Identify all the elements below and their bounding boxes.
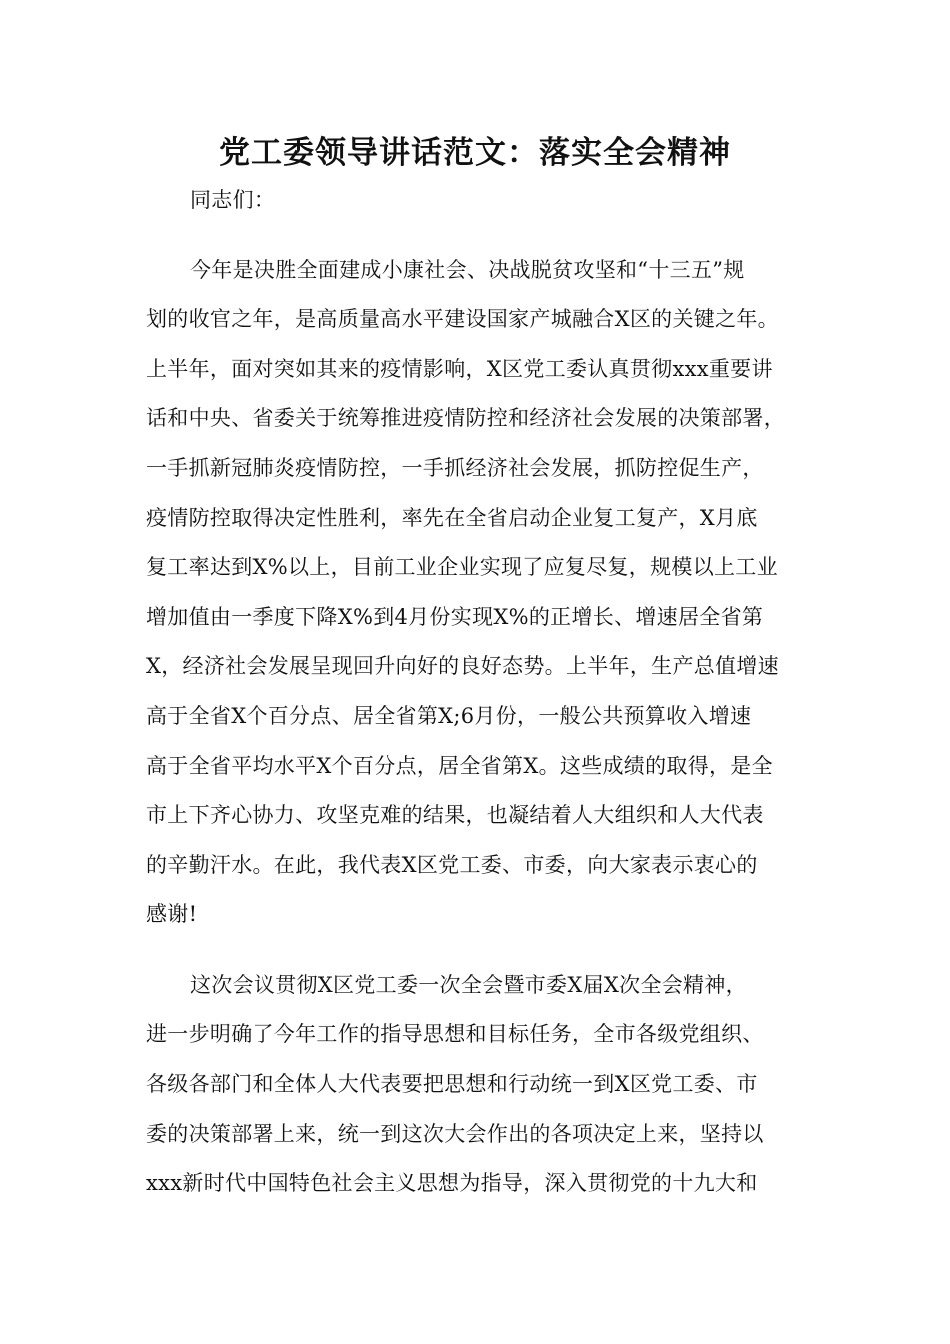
paragraph1-line-3: 上半年，面对突如其来的疫情影响，X区党工委认真贯彻xxx重要讲 <box>146 357 773 381</box>
paragraph1-line-10: 高于全省X个百分点、居全省第X;6月份，一般公共预算收入增速 <box>146 704 752 728</box>
paragraph1-line-9: X，经济社会发展呈现回升向好的良好态势。上半年，生产总值增速 <box>146 654 779 678</box>
paragraph1-line-14: 感谢! <box>146 902 198 926</box>
document-title: 党工委领导讲话范文：落实全会精神 <box>219 135 731 171</box>
paragraph1-line-2: 划的收官之年，是高质量高水平建设国家产城融合X区的关键之年。 <box>146 307 779 331</box>
paragraph1-line-12: 市上下齐心协力、攻坚克难的结果，也凝结着人大组织和人大代表 <box>146 803 764 827</box>
paragraph2-line-2: 进一步明确了今年工作的指导思想和目标任务，全市各级党组织、 <box>146 1022 764 1046</box>
paragraph1-line-5: 一手抓新冠肺炎疫情防控，一手抓经济社会发展，抓防控促生产， <box>146 456 764 480</box>
paragraph1-line-1: 今年是决胜全面建成小康社会、决战脱贫攻坚和“十三五”规 <box>190 258 745 282</box>
paragraph1-line-8: 增加值由一季度下降X%到4月份实现X%的正增长、增速居全省第 <box>146 605 764 629</box>
paragraph1-line-7: 复工率达到X%以上，目前工业企业实现了应复尽复，规模以上工业 <box>146 555 778 579</box>
paragraph1-line-11: 高于全省平均水平X个百分点，居全省第X。这些成绩的取得，是全 <box>146 754 773 778</box>
paragraph2-line-1: 这次会议贯彻X区党工委一次全会暨市委X届X次全会精神， <box>190 973 747 997</box>
paragraph2-line-3: 各级各部门和全体人大代表要把思想和行动统一到X区党工委、市 <box>146 1072 758 1096</box>
paragraph1-line-4: 话和中央、省委关于统筹推进疫情防控和经济社会发展的决策部署， <box>146 406 785 430</box>
paragraph1-line-13: 的辛勤汗水。在此，我代表X区党工委、市委，向大家表示衷心的 <box>146 853 758 877</box>
paragraph1-line-6: 疫情防控取得决定性胜利，率先在全省启动企业复工复产，X月底 <box>146 506 758 530</box>
paragraph2-line-5: xxx新时代中国特色社会主义思想为指导，深入贯彻党的十九大和 <box>146 1171 758 1195</box>
paragraph2-line-4: 委的决策部署上来，统一到这次大会作出的各项决定上来，坚持以 <box>146 1122 764 1146</box>
greeting: 同志们： <box>190 188 276 212</box>
